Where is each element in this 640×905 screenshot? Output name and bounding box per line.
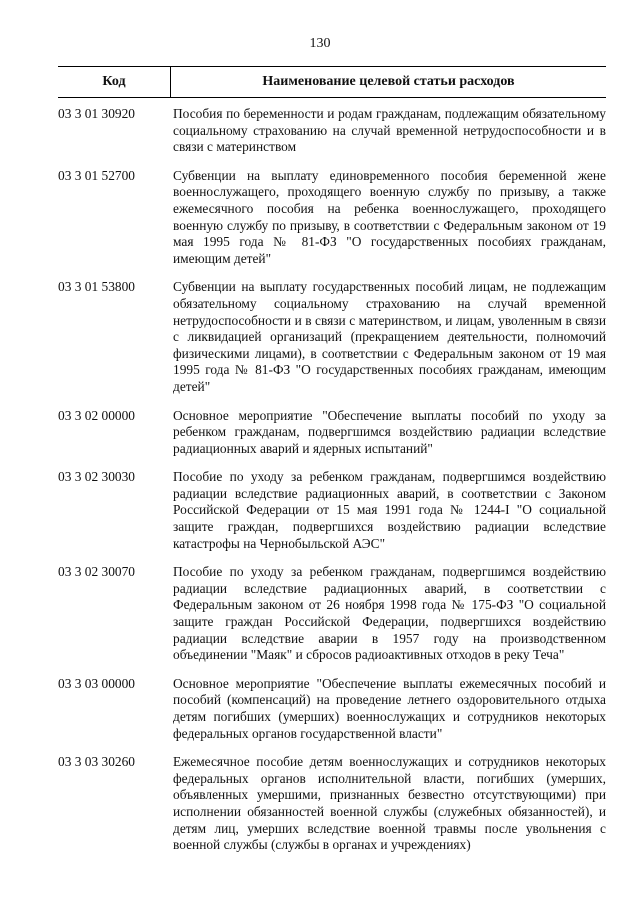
row-code: 03 3 01 30920 [58, 106, 135, 121]
row-text: Субвенции на выплату государственных пособий лицам, не подлежащим обязательному социальному страхованию на случай временной нетрудоспособности и в связи с материнством, и лицам, уволенным в связи с ликвидацией организаций (прекращением деятельности, полномочий физическими лицами), в соответствии с Федеральным законом от 19 мая 1995 года № 81-ФЗ "О государственных пособиях гражданам, имеющим детей" [173, 279, 606, 394]
row-code: 03 3 02 00000 [58, 407, 135, 423]
table-row [58, 564, 606, 664]
row-code: 03 3 01 53800 [58, 279, 135, 295]
row-text: Пособия по беременности и родам гражданам, подлежащим обязательному социальному страхованию на случай временной нетрудоспособности и в связи с материнством [173, 106, 606, 155]
header-name: Наименование целевой статьи расходов [262, 74, 515, 89]
row-code: 03 3 01 52700 [58, 167, 135, 183]
row-text: Пособие по уходу за ребенком гражданам, подвергшимся воздействию радиации вследствие радиационных аварий, в соответствии с Федеральным законом от 26 ноября 1998 года № 175-ФЗ "О социальной защите граждан Российской Федерации, подвергшихся воздействию радиации вследствие аварии в 1957 году на производственном объединении "Маяк" и сбросов радиоактивных отходов в реку Теча" [173, 564, 606, 663]
row-code: 03 3 03 30260 [58, 754, 135, 770]
table-row [58, 469, 606, 552]
table-row [58, 676, 606, 742]
row-code: 03 3 03 00000 [58, 675, 135, 691]
table-row [58, 106, 606, 156]
row-text: Основное мероприятие "Обеспечение выплаты ежемесячных пособий и пособий (компенсаций) на проведение летнего оздоровительного отдыха детям погибших (умерших) военнослужащих и сотрудников некоторых федеральных органов государственной власти" [173, 675, 606, 741]
row-text: Пособие по уходу за ребенком гражданам, подвергшимся воздействию радиации вследствие радиационных аварий, в соответствии с Законом Российской Федерации от 15 мая 1991 года № 1244-I "О социальной защите граждан, подвергшихся воздействию радиации вследствие катастрофы на Чернобыльской АЭС" [173, 469, 606, 551]
row-text: Субвенции на выплату единовременного пособия беременной жене военнослужащего, проходящего военную службу по призыву, а также ежемесячного пособия на ребенка военнослужащего, проходящего военную службу по призыву, в соответствии с Федеральным законом от 19 мая 1995 года № 81-ФЗ "О государственных пособиях гражданам, имеющим детей" [173, 167, 606, 266]
row-code: 03 3 02 30030 [58, 469, 135, 485]
header-code: Код [58, 67, 171, 97]
row-text: Основное мероприятие "Обеспечение выплаты пособий по уходу за ребенком гражданам, подвергшимся воздействию радиации вследствие радиационных аварий и ядерных испытаний" [173, 407, 606, 456]
table-row [58, 279, 606, 395]
table-row [58, 168, 606, 268]
table-row [58, 408, 606, 458]
budget-codes-table [58, 66, 606, 866]
table-header [58, 66, 606, 98]
table-body [58, 106, 606, 854]
table-row [58, 754, 606, 854]
row-code: 03 3 02 30070 [58, 564, 135, 580]
page-number: 130 [309, 36, 331, 51]
row-text: Ежемесячное пособие детям военнослужащих и сотрудников некоторых федеральных органов исполнительной власти, погибших (умерших, объявленных умершими, признанных безвестно отсутствующими) при исполнении обязанностей военной службы (служебных обязанностей), и детям лиц, умерших вследствие военной травмы после увольнения с военной службы (службы в органах и учреждениях) [173, 754, 606, 853]
